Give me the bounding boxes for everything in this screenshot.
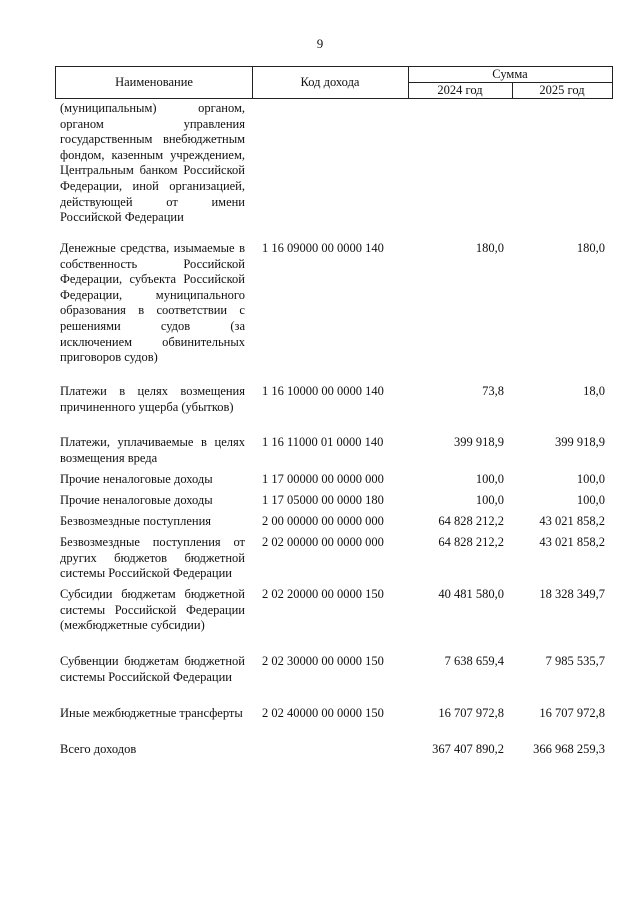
row-value-2025: 18,0 <box>583 384 605 398</box>
row-value-2024: 64 828 212,2 <box>438 535 504 549</box>
row-value-2024: 180,0 <box>475 241 504 255</box>
row-name: Безвозмездные поступления <box>60 514 212 528</box>
row-value-2025: 18 328 349,7 <box>539 587 605 601</box>
row-code: 2 02 30000 00 0000 150 <box>262 654 384 668</box>
header-name: Наименование <box>56 67 253 98</box>
row-value-2025: 399 918,9 <box>555 435 605 449</box>
header-year-2024: 2024 год <box>408 82 513 98</box>
row-code: 1 16 09000 00 0000 140 <box>262 241 384 255</box>
row-code: 2 02 00000 00 0000 000 <box>262 535 384 549</box>
table-header <box>55 66 613 99</box>
row-name: Субсидии бюджетам бюджетной системы Российской Федерации (межбюджетные субсидии) <box>60 587 245 633</box>
row-value-2025: 43 021 858,2 <box>539 535 605 549</box>
row-name: Платежи в целях возмещения причиненного ущерба (убытков) <box>60 384 245 414</box>
row-value-2024: 40 481 580,0 <box>438 587 504 601</box>
row-name: Безвозмездные поступления от других бюджетов бюджетной системы Российской Федерации <box>60 535 245 581</box>
row-value-2024: 16 707 972,8 <box>438 706 504 720</box>
header-sum: Сумма <box>408 67 612 83</box>
row-name: Денежные средства, изымаемые в собственность Российской Федерации, субъекта Российской Федерации, муниципального образования в соответствии с решениями судов (за исключением обвинительных приговоров судов) <box>60 241 245 365</box>
row-code: 2 00 00000 00 0000 000 <box>262 514 384 528</box>
row-code: 1 16 11000 01 0000 140 <box>262 435 384 449</box>
row-name: Прочие неналоговые доходы <box>60 472 213 486</box>
row-code: 1 17 00000 00 0000 000 <box>262 472 384 486</box>
row-name: Всего доходов <box>60 742 137 756</box>
row-value-2024: 73,8 <box>482 384 504 398</box>
row-code: 2 02 40000 00 0000 150 <box>262 706 384 720</box>
page-number: 9 <box>316 36 324 51</box>
row-code: 2 02 20000 00 0000 150 <box>262 587 384 601</box>
row-value-2025: 43 021 858,2 <box>539 514 605 528</box>
row-value-2024: 100,0 <box>475 472 504 486</box>
row-value-2024: 367 407 890,2 <box>432 742 504 756</box>
row-name: Иные межбюджетные трансферты <box>60 706 243 720</box>
row-name: Платежи, уплачиваемые в целях возмещения вреда <box>60 435 245 465</box>
row-name: Прочие неналоговые доходы <box>60 493 213 507</box>
header-year-2025: 2025 год <box>539 82 585 97</box>
row-value-2025: 100,0 <box>576 472 605 486</box>
row-value-2024: 64 828 212,2 <box>438 514 504 528</box>
row-value-2025: 366 968 259,3 <box>533 742 605 756</box>
row-value-2024: 100,0 <box>475 493 504 507</box>
row-value-2024: 399 918,9 <box>454 435 504 449</box>
row-name: (муниципальным) органом, органом управления государственным внебюджетным фондом, казенным учреждением, Центральным банком Российской Федерации, иной организацией, действующей от имени Российской Федерации <box>60 101 245 225</box>
row-code: 1 16 10000 00 0000 140 <box>262 384 384 398</box>
row-code: 1 17 05000 00 0000 180 <box>262 493 384 507</box>
row-value-2025: 100,0 <box>576 493 605 507</box>
row-value-2024: 7 638 659,4 <box>444 654 504 668</box>
row-name: Субвенции бюджетам бюджетной системы Российской Федерации <box>60 654 245 684</box>
row-value-2025: 16 707 972,8 <box>539 706 605 720</box>
row-value-2025: 180,0 <box>576 241 605 255</box>
header-code: Код дохода <box>252 67 409 98</box>
row-value-2025: 7 985 535,7 <box>545 654 605 668</box>
